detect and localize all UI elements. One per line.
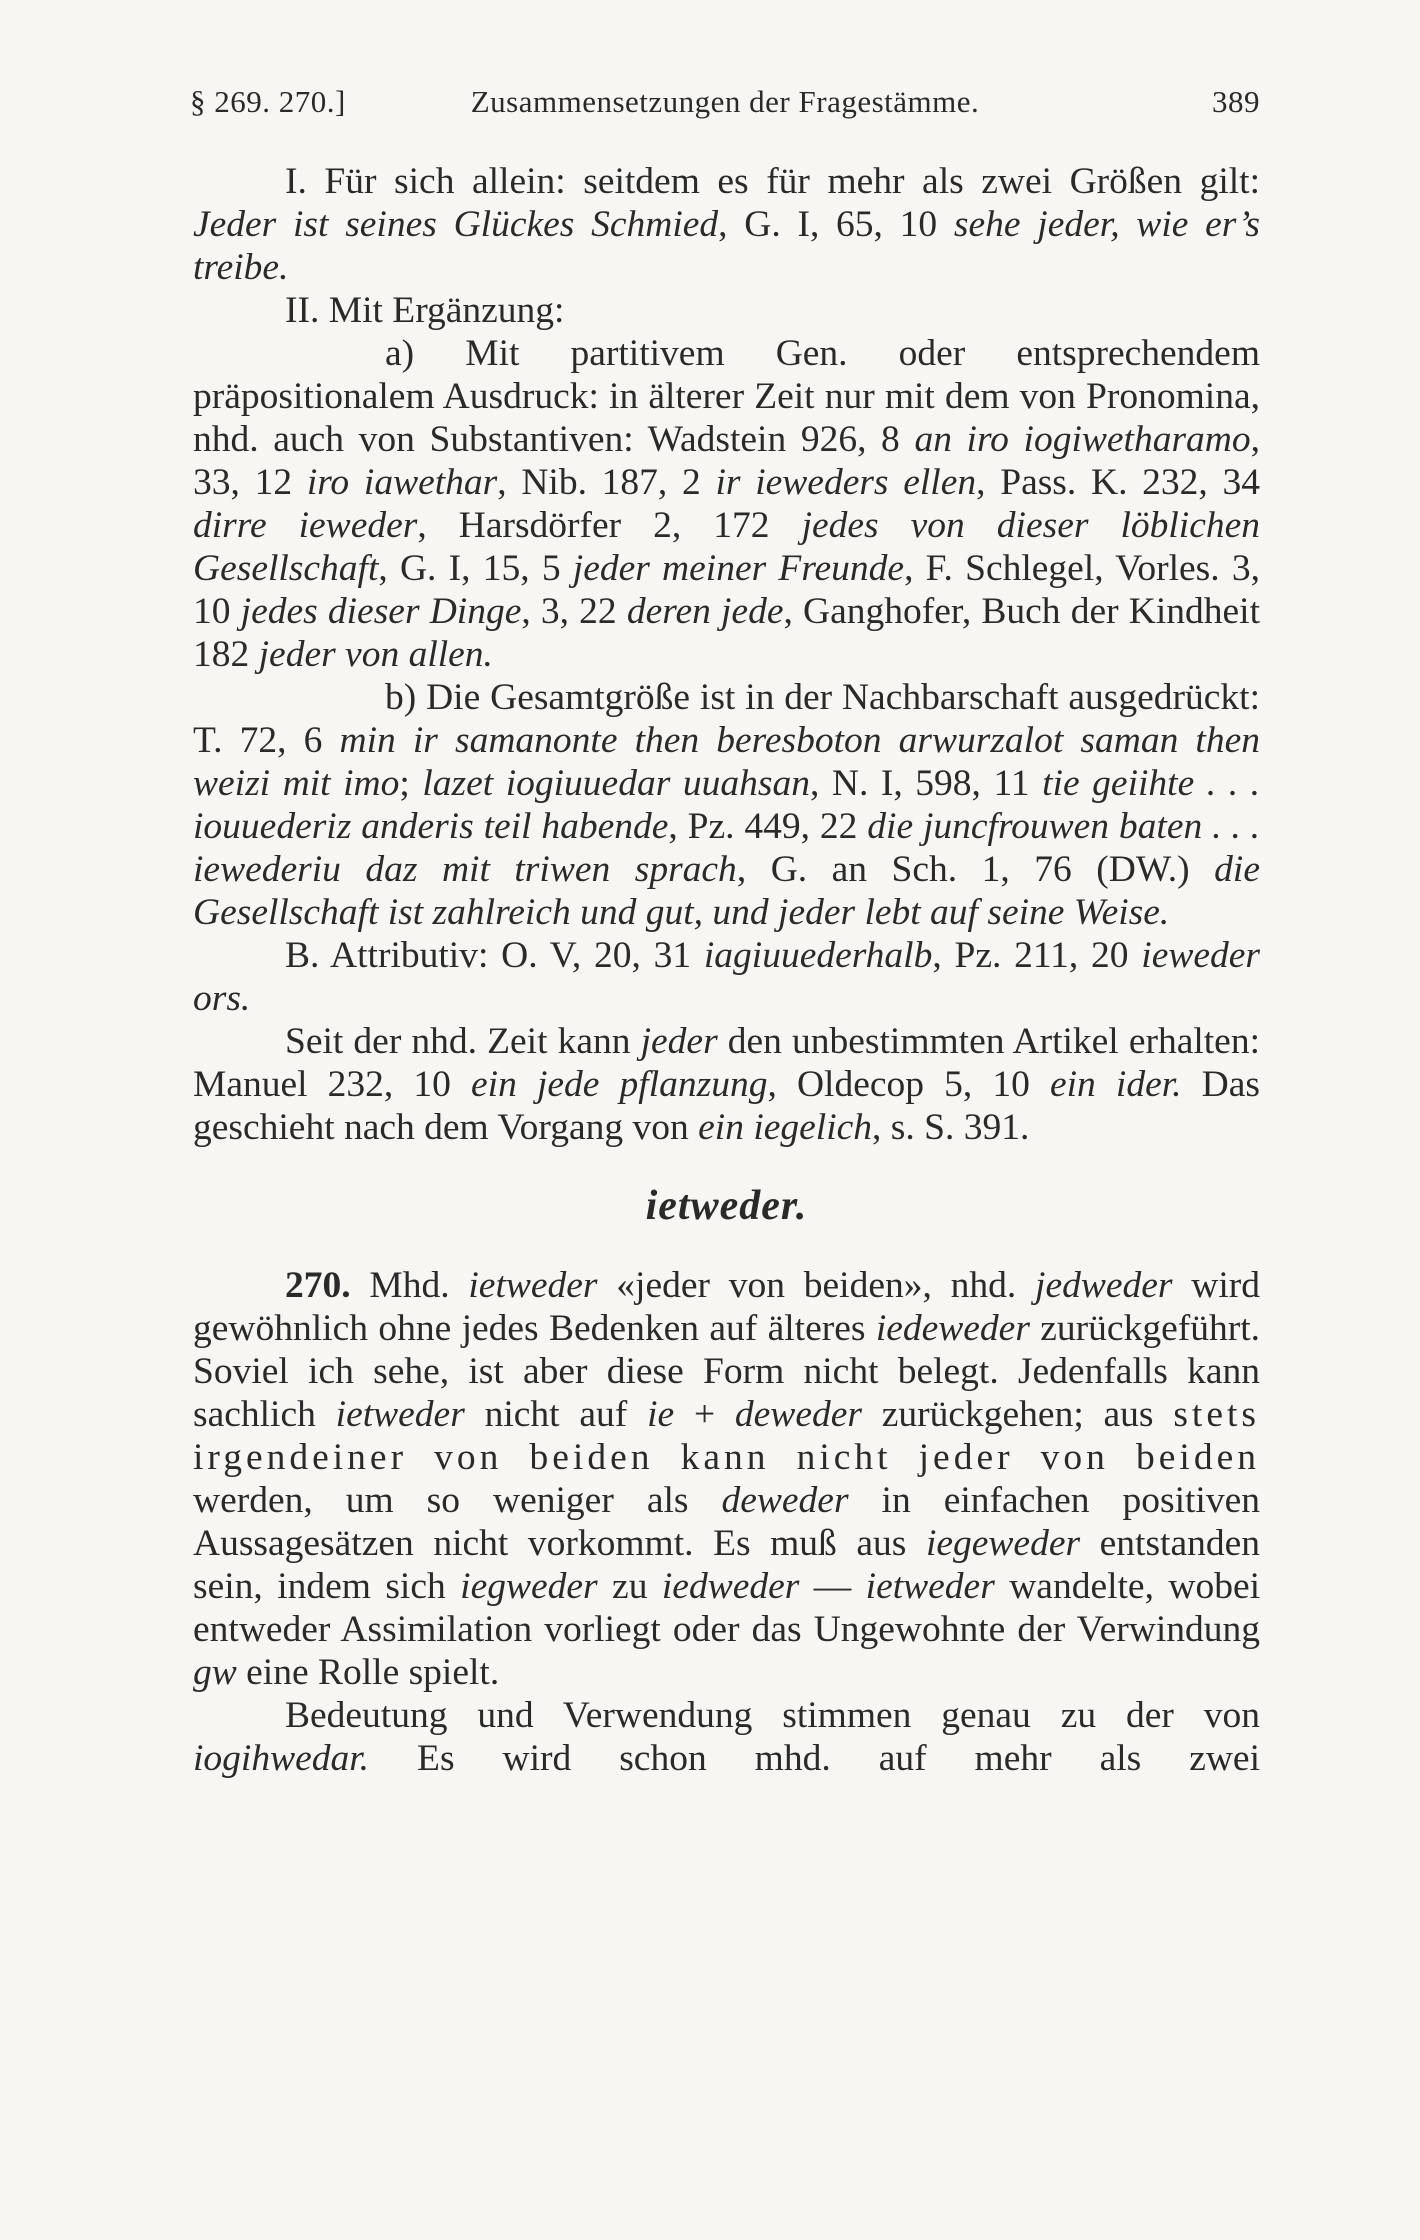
text-run: b) Die Gesamtgröße ist in der Nachbarschaft ausgedrückt: T. 72, 6 <box>193 677 1260 761</box>
italic-run: ietweder <box>468 1265 598 1306</box>
paragraph-IIb <box>193 676 1260 934</box>
text-run: Mhd. <box>350 1265 469 1306</box>
italic-run: deweder <box>734 1394 862 1435</box>
text-run: , Harsdörfer 2, 172 <box>417 505 802 546</box>
text-run: , Pz. 211, 20 <box>932 935 1142 976</box>
italic-run: jedes dieser Dinge <box>240 591 522 632</box>
italic-run: iegweder <box>460 1566 598 1607</box>
paragraph-I <box>193 160 1260 289</box>
italic-run: min ir samanonte then beresboton arwurzalot saman then weizi mit imo <box>193 720 1260 804</box>
italic-run: ietweder <box>865 1566 995 1607</box>
running-header <box>190 84 1260 128</box>
text-run: zurückgeführt. Soviel ich sehe, ist aber diese Form nicht belegt. Jedenfalls kann sachlich <box>193 1308 1260 1435</box>
text-run: wandelte, wobei entweder Assimilation vorliegt oder das Ungewohnte der Verwindung <box>193 1566 1261 1650</box>
italic-run: iedeweder <box>875 1308 1030 1349</box>
text-run: zurückgehen; aus <box>861 1394 1174 1435</box>
italic-run: jeder <box>640 1021 718 1062</box>
italic-run: iagiuuederhalb <box>703 935 933 976</box>
text-run: , s. S. 391. <box>872 1107 1030 1148</box>
paragraph-B <box>193 934 1260 1020</box>
italic-run: iegeweder <box>925 1523 1081 1564</box>
text-run: , Pz. 449, 22 <box>668 806 868 847</box>
italic-run: an iro iogiwetharamo <box>914 419 1251 460</box>
italic-run: ein jede pflanzung <box>471 1064 768 1105</box>
paragraph-IIa <box>193 332 1260 676</box>
italic-run: die juncfrouwen baten . . . iewederiu daz mit triwen sprach <box>193 806 1261 890</box>
italic-run: jedweder <box>1035 1265 1173 1306</box>
italic-run: ieweder ors. <box>193 935 1261 1019</box>
text-run: wird gewöhnlich ohne jedes Bedenken auf älteres <box>193 1265 1261 1349</box>
text-run: , N. I, 598, 11 <box>809 763 1043 804</box>
body-text <box>193 160 1260 1780</box>
text-run: , G. I, 65, 10 <box>718 204 954 245</box>
italic-run: tie geiihte . . . iouuederiz anderis teil habende <box>193 763 1260 847</box>
text-run: I. Für sich allein: seitdem es für mehr als zwei Größen gilt: <box>285 161 1260 202</box>
paragraph-seit <box>193 1020 1260 1149</box>
italic-run: iedweder <box>661 1566 800 1607</box>
text-run: , Ganghofer, Buch der Kindheit 182 <box>193 591 1260 675</box>
running-title: Zusammensetzungen der Fragestämme. <box>470 84 980 119</box>
text-run: den unbestimmten Artikel erhalten: Manuel 232, 10 <box>193 1021 1260 1105</box>
text-run: , G. an Sch. 1, 76 (DW.) <box>736 849 1215 890</box>
italic-run: iogihwedar. <box>193 1738 370 1779</box>
paragraph-bedeutung <box>193 1694 1260 1780</box>
paragraph-II: II. Mit Ergänzung: <box>285 290 565 331</box>
paragraph-270 <box>193 1264 1260 1694</box>
italic-run: deweder <box>721 1480 849 1521</box>
italic-run: die Gesellschaft ist zahlreich und gut, und jeder lebt auf seine Weise. <box>193 849 1260 933</box>
text-run: , Pass. K. 232, 34 <box>976 462 1261 503</box>
italic-run: ie <box>647 1394 675 1435</box>
page-number: 389 <box>1212 84 1260 119</box>
text-run: + <box>674 1394 735 1435</box>
text-run: Seit der nhd. Zeit kann <box>285 1021 641 1062</box>
text-run: eine Rolle spielt. <box>236 1652 500 1693</box>
section-reference: § 269. 270.] <box>190 84 346 119</box>
italic-run: gw <box>193 1652 237 1693</box>
text-run: a) Mit partitivem Gen. oder entsprechendem präpositionalem Ausdruck: in älterer Zeit nur mit dem von Pronomina, nhd. auch von Substantiven: Wadstein 926, 8 <box>193 333 1260 460</box>
italic-run: jeder meiner Freunde <box>572 548 905 589</box>
text-run: , 3, 22 <box>521 591 627 632</box>
text-run: zu <box>597 1566 662 1607</box>
section-number: 270. <box>285 1265 351 1306</box>
italic-run: ietweder <box>335 1394 465 1435</box>
text-run: , 33, 12 <box>193 419 1260 503</box>
italic-run: sehe jeder, wie er’s treibe. <box>193 204 1260 288</box>
text-run: Es wird schon mhd. auf mehr als zwei <box>369 1738 1260 1779</box>
italic-run: dirre ieweder <box>193 505 418 546</box>
italic-run: ein ider. <box>1049 1064 1182 1105</box>
text-run: ; <box>399 763 423 804</box>
text-run: , G. I, 15, 5 <box>378 548 573 589</box>
text-run: B. Attributiv: O. V, 20, 31 <box>285 935 704 976</box>
text-run: Das geschieht nach dem Vorgang von <box>193 1064 1260 1148</box>
italic-run: iro iawethar <box>306 462 498 503</box>
italic-run: lazet iogiuuedar uuahsan <box>422 763 810 804</box>
italic-run: deren jede <box>626 591 784 632</box>
italic-run: jeder von allen. <box>258 634 493 675</box>
text-run: , F. Schlegel, Vorles. 3, 10 <box>193 548 1260 632</box>
italic-run: ein iegelich <box>698 1107 873 1148</box>
text-run: «jeder von beiden», nhd. <box>597 1265 1036 1306</box>
text-run: Bedeutung und Verwendung stimmen genau zu der von <box>285 1695 1260 1736</box>
text-run: entstanden sein, indem sich <box>193 1523 1260 1607</box>
text-run: , Oldecop 5, 10 <box>767 1064 1050 1105</box>
text-run: werden, um so weniger als <box>193 1480 722 1521</box>
text-run: — <box>799 1566 866 1607</box>
spaced-run: stets irgendeiner von beiden kann nicht jeder von beiden <box>193 1394 1260 1478</box>
text-run: in einfachen positiven Aussagesätzen nicht vorkommt. Es muß aus <box>193 1480 1260 1564</box>
text-run: nicht auf <box>464 1394 648 1435</box>
italic-run: jedes von dieser löblichen Gesellschaft <box>193 505 1261 589</box>
italic-run: Jeder ist seines Glückes Schmied <box>193 204 719 245</box>
text-run: , Nib. 187, 2 <box>497 462 716 503</box>
italic-run: ir ieweders ellen <box>715 462 977 503</box>
section-heading: ietweder. <box>645 1183 808 1229</box>
